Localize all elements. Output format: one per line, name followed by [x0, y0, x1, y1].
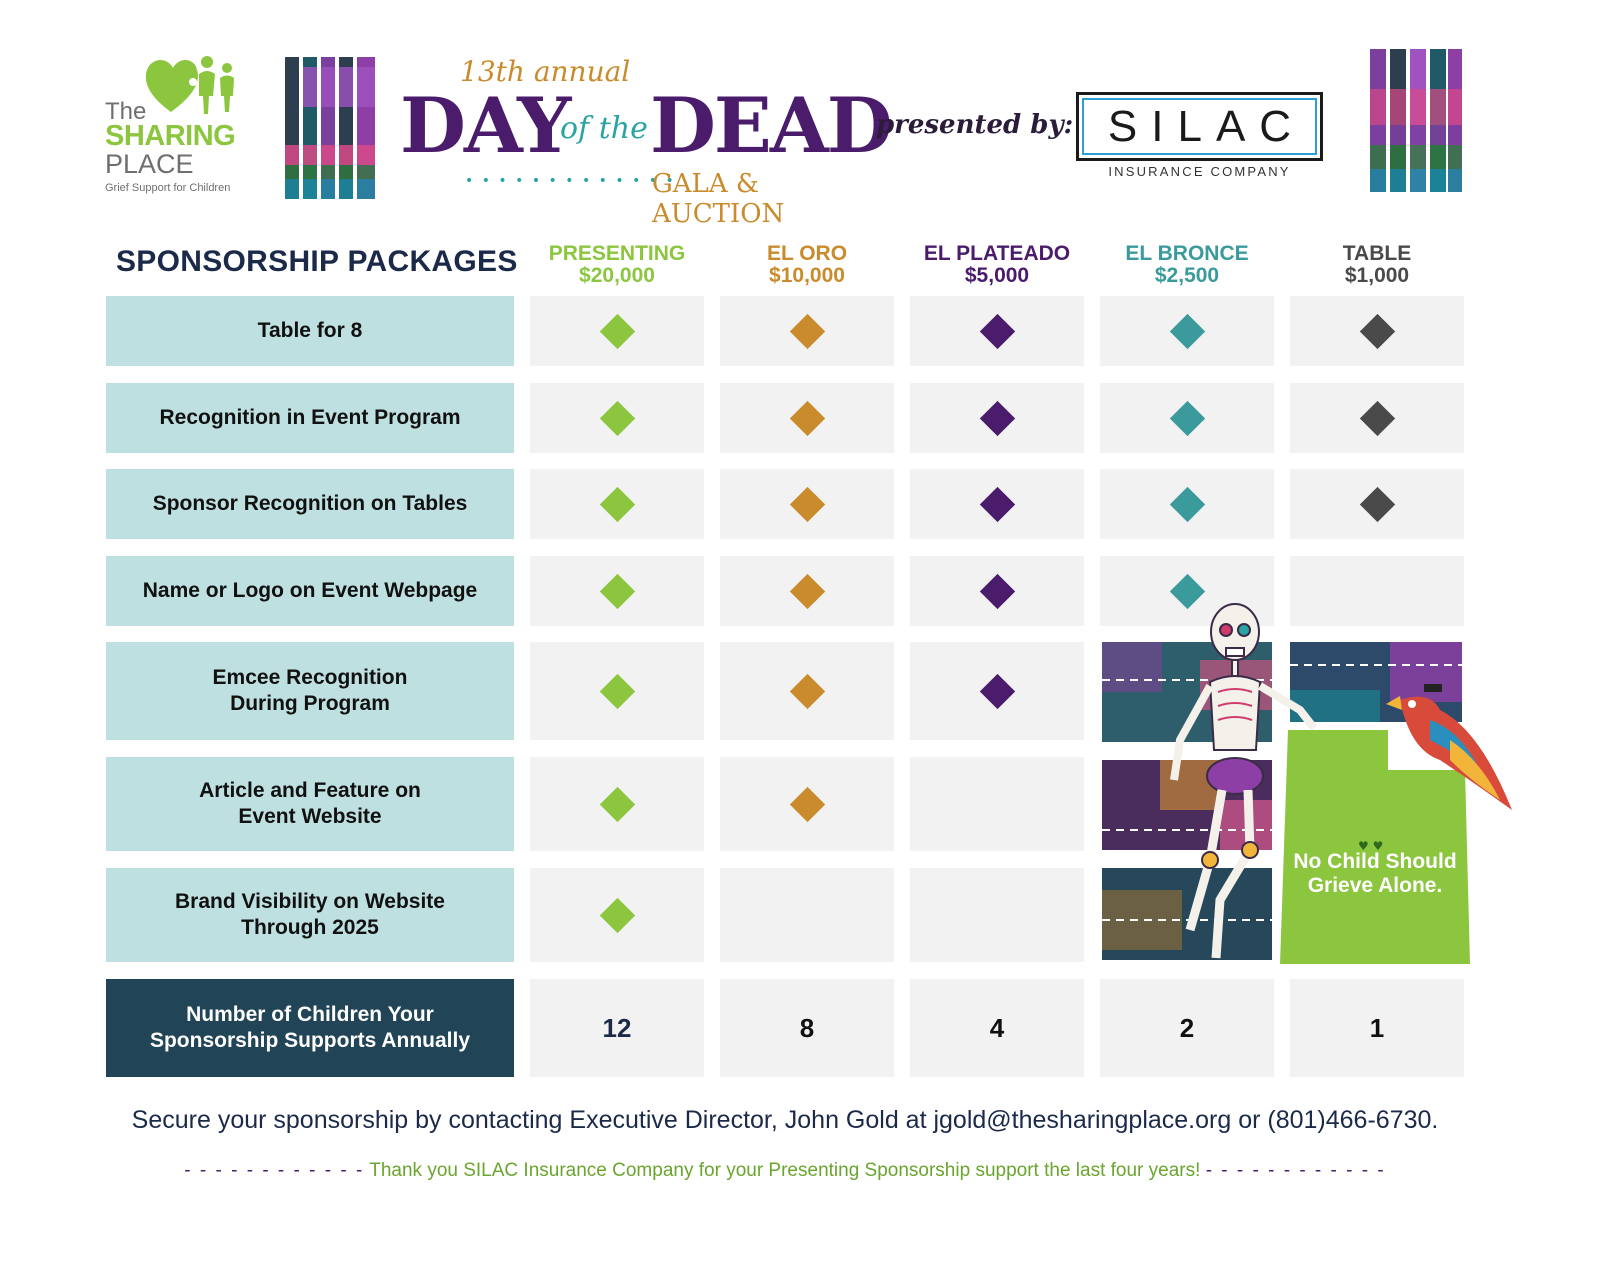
papel-deco-right [1370, 49, 1462, 192]
benefit-label-text: Article and Feature on Event Website [199, 779, 421, 828]
benefit-cell [720, 296, 894, 366]
children-count-cell [1100, 979, 1274, 1077]
benefit-cell [910, 296, 1084, 366]
included-diamond-icon [979, 486, 1014, 521]
included-diamond-icon [599, 400, 634, 435]
silac-logo [1076, 92, 1323, 161]
benefit-cell [720, 642, 894, 740]
included-diamond-icon [1169, 400, 1204, 435]
benefit-cell [720, 868, 894, 962]
benefit-cell [1100, 383, 1274, 453]
title-day: DAY [400, 81, 570, 170]
included-diamond-icon [599, 673, 634, 708]
contact-line: Secure your sponsorship by contacting Executive Director, John Gold at jgold@thesharingplace.org or (801)466-6730. [131, 1106, 1439, 1134]
heart-children-icon [141, 52, 237, 118]
title-of-the: of the [560, 111, 648, 146]
tier-price: $1,000 [1344, 264, 1410, 287]
tier-header [910, 243, 1084, 287]
logo-text-sharing: SHARING [105, 120, 236, 152]
tier-header [530, 243, 704, 287]
tier-price: $20,000 [579, 264, 655, 287]
children-supported-label [106, 979, 514, 1077]
tier-name: PRESENTING [548, 242, 686, 265]
annual-label: 13th annual [460, 55, 631, 88]
benefit-label [106, 642, 514, 740]
included-diamond-icon [1169, 486, 1204, 521]
benefit-cell [910, 556, 1084, 626]
benefit-cell [530, 642, 704, 740]
benefit-cell [1290, 383, 1464, 453]
benefit-label-text: Sponsor Recognition on Tables [152, 492, 468, 515]
children-count-cell [910, 979, 1084, 1077]
tier-price: $10,000 [769, 264, 845, 287]
benefit-cell [1100, 469, 1274, 539]
benefit-cell [530, 296, 704, 366]
logo-text-the: The [105, 98, 147, 125]
benefit-cell [1290, 469, 1464, 539]
logo-tagline: Grief Support for Children [105, 182, 231, 194]
benefit-label [106, 383, 514, 453]
title-dots: • • • • • • • • • • • • • [465, 173, 676, 189]
included-diamond-icon [599, 786, 634, 821]
logo-text-place: PLACE [105, 149, 194, 179]
benefit-cell [910, 642, 1084, 740]
children-count-cell [1290, 979, 1464, 1077]
no-child-tagline: No Child Should Grieve Alone. [1293, 850, 1457, 897]
benefit-label-text: Brand Visibility on Website Through 2025 [175, 890, 445, 939]
sponsorship-packages-heading: SPONSORSHIP PACKAGES [116, 245, 518, 278]
children-count-cell [720, 979, 894, 1077]
included-diamond-icon [979, 673, 1014, 708]
benefit-cell [530, 757, 704, 851]
benefit-label-text: Name or Logo on Event Webpage [142, 579, 478, 602]
day-of-dead-artwork [1100, 600, 1520, 970]
tier-name: EL BRONCE [1125, 242, 1249, 265]
tier-header [1100, 243, 1274, 287]
children-supported-label-text: Number of Children Your Sponsorship Supports Annually [149, 1003, 471, 1052]
included-diamond-icon [789, 486, 824, 521]
benefit-cell [720, 757, 894, 851]
children-count: 2 [1179, 1012, 1195, 1043]
included-diamond-icon [599, 313, 634, 348]
sharing-place-logo [105, 52, 245, 202]
tier-price: $5,000 [964, 264, 1030, 287]
tier-header [720, 243, 894, 287]
thank-you-text: Thank you SILAC Insurance Company for your Presenting Sponsorship support the last four years! [369, 1160, 1201, 1181]
benefit-label-text: Table for 8 [257, 319, 363, 342]
included-diamond-icon [1359, 400, 1394, 435]
benefit-cell [530, 556, 704, 626]
tier-name: EL PLATEADO [923, 242, 1071, 265]
tier-header [1290, 243, 1464, 287]
svg-text:♥ ♥: ♥ ♥ [1358, 839, 1384, 853]
benefit-cell [530, 469, 704, 539]
included-diamond-icon [789, 313, 824, 348]
included-diamond-icon [979, 400, 1014, 435]
benefit-label [106, 757, 514, 851]
presented-by: presented by: [876, 110, 1074, 140]
included-diamond-icon [789, 786, 824, 821]
included-diamond-icon [1169, 313, 1204, 348]
benefit-label [106, 469, 514, 539]
included-diamond-icon [1359, 486, 1394, 521]
benefit-cell [720, 556, 894, 626]
event-title [400, 55, 891, 229]
included-diamond-icon [789, 573, 824, 608]
benefit-label-text: Emcee Recognition During Program [212, 666, 408, 715]
included-diamond-icon [979, 573, 1014, 608]
included-diamond-icon [789, 673, 824, 708]
included-diamond-icon [599, 573, 634, 608]
benefit-label [106, 556, 514, 626]
included-diamond-icon [979, 313, 1014, 348]
benefit-cell [720, 383, 894, 453]
benefit-label-text: Recognition in Event Program [159, 406, 461, 429]
silac-subtitle: INSURANCE COMPANY [1108, 164, 1291, 179]
children-count-cell [530, 979, 704, 1077]
silac-name: SILAC [1107, 101, 1306, 151]
children-count: 12 [602, 1012, 632, 1043]
included-diamond-icon [1359, 313, 1394, 348]
children-count: 1 [1369, 1012, 1385, 1043]
benefit-cell [910, 868, 1084, 962]
tier-price: $2,500 [1154, 264, 1220, 287]
benefit-cell [910, 469, 1084, 539]
gala-subtitle: GALA & AUCTION [652, 169, 785, 229]
benefit-cell [720, 469, 894, 539]
benefit-cell [530, 868, 704, 962]
children-count: 4 [989, 1012, 1005, 1043]
benefit-cell [910, 383, 1084, 453]
tier-name: TABLE [1342, 242, 1412, 265]
thank-you-line [0, 1160, 1570, 1182]
included-diamond-icon [789, 400, 824, 435]
title-dead: DEAD [650, 81, 891, 170]
benefit-cell [530, 383, 704, 453]
papel-deco-left [285, 57, 375, 199]
dash-divider-left: - - - - - - - - - - - - [184, 1160, 365, 1181]
dash-divider-right: - - - - - - - - - - - - [1205, 1160, 1386, 1181]
benefit-label [106, 296, 514, 366]
included-diamond-icon [599, 486, 634, 521]
benefit-cell [910, 757, 1084, 851]
benefit-cell [1100, 296, 1274, 366]
benefit-cell [1290, 296, 1464, 366]
tier-name: EL ORO [766, 242, 848, 265]
children-count: 8 [799, 1012, 815, 1043]
included-diamond-icon [599, 897, 634, 932]
benefit-label [106, 868, 514, 962]
